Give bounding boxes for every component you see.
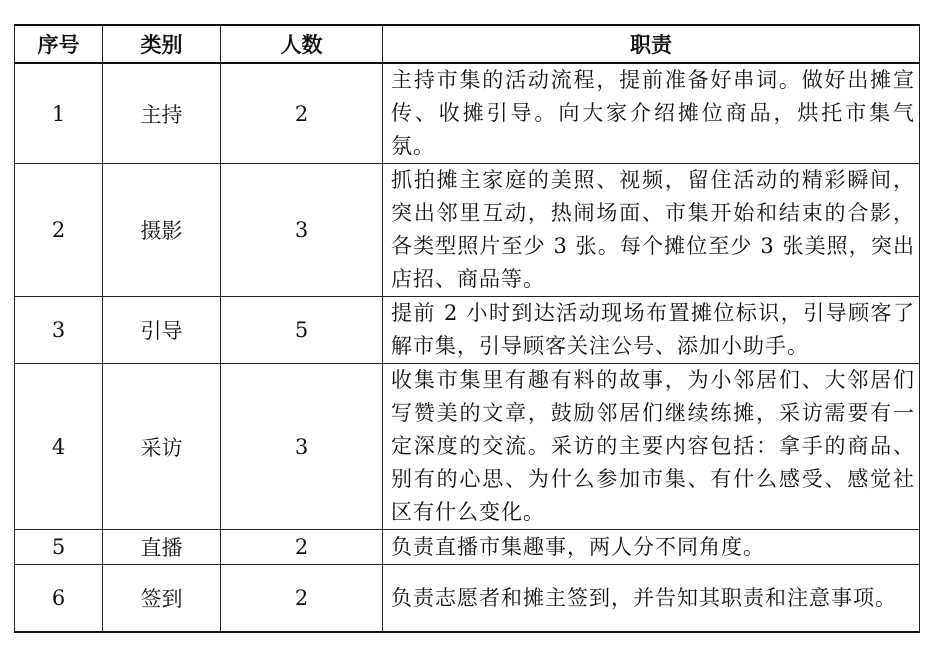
table-row: [15, 565, 920, 633]
cell-count: 2: [221, 565, 383, 633]
cell-category: 直播: [103, 530, 221, 565]
table-row: [15, 63, 920, 164]
cell-category: 引导: [103, 297, 221, 364]
cell-category: 主持: [103, 63, 221, 164]
cell-index: 1: [15, 63, 103, 164]
table-row: [15, 530, 920, 565]
cell-index: 2: [15, 164, 103, 297]
header-category: 类别: [103, 25, 221, 63]
cell-count: 2: [221, 63, 383, 164]
header-count: 人数: [221, 25, 383, 63]
cell-index: 3: [15, 297, 103, 364]
volunteer-roles-table-container: [14, 24, 919, 633]
cell-count: 3: [221, 364, 383, 530]
cell-duty: 负责直播市集趣事，两人分不同角度。: [383, 530, 920, 565]
table-row: [15, 364, 920, 530]
cell-index: 4: [15, 364, 103, 530]
cell-category: 摄影: [103, 164, 221, 297]
cell-category: 签到: [103, 565, 221, 633]
table-header-row: [15, 25, 920, 63]
cell-index: 5: [15, 530, 103, 565]
cell-duty: 提前 2 小时到达活动现场布置摊位标识，引导顾客了解市集，引导顾客关注公号、添加小助手。: [383, 297, 920, 364]
cell-category: 采访: [103, 364, 221, 530]
cell-index: 6: [15, 565, 103, 633]
cell-count: 2: [221, 530, 383, 565]
header-duty: 职责: [383, 25, 920, 63]
volunteer-roles-table: [14, 24, 920, 633]
cell-count: 5: [221, 297, 383, 364]
cell-duty: 主持市集的活动流程，提前准备好串词。做好出摊宣传、收摊引导。向大家介绍摊位商品，烘托市集气氛。: [383, 63, 920, 164]
cell-count: 3: [221, 164, 383, 297]
cell-duty: 抓拍摊主家庭的美照、视频，留住活动的精彩瞬间，突出邻里互动，热闹场面、市集开始和结束的合影，各类型照片至少 3 张。每个摊位至少 3 张美照，突出店招、商品等。: [383, 164, 920, 297]
header-index: 序号: [15, 25, 103, 63]
table-row: [15, 297, 920, 364]
cell-duty: 收集市集里有趣有料的故事，为小邻居们、大邻居们写赞美的文章，鼓励邻居们继续练摊，采访需要有一定深度的交流。采访的主要内容包括：拿手的商品、别有的心思、为什么参加市集、有什么感受、感觉社区有什么变化。: [383, 364, 920, 530]
cell-duty: 负责志愿者和摊主签到，并告知其职责和注意事项。: [383, 565, 920, 633]
table-row: [15, 164, 920, 297]
